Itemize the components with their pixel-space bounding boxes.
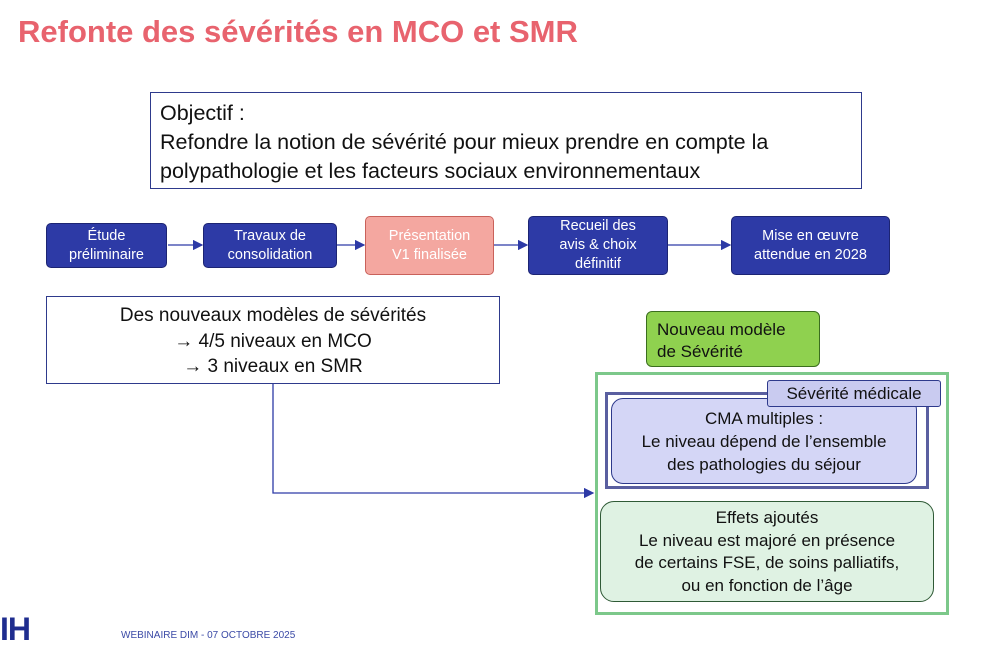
- step-4-line-2: avis & choix: [559, 237, 637, 253]
- models-heading: Des nouveaux modèles de sévérités: [119, 305, 427, 326]
- objective-text-line-2: polypathologie et les facteurs sociaux environnementaux: [160, 159, 701, 183]
- effets-line-3: ou en fonction de l’âge: [681, 575, 853, 595]
- models-mco-line: [47, 329, 499, 355]
- objective-heading: Objectif :: [160, 101, 245, 125]
- step-3-line-1: Présentation: [388, 227, 471, 244]
- step-recueil-avis: [528, 216, 668, 275]
- step-3-line-2: V1 finalisée: [392, 246, 467, 263]
- cma-line-2: des pathologies du séjour: [667, 455, 861, 474]
- footer-text: WEBINAIRE DIM - 07 OCTOBRE 2025: [121, 630, 296, 641]
- added-effects-box: [600, 501, 934, 602]
- logo: IH: [0, 611, 30, 647]
- step-1-line-1: Étude: [87, 227, 126, 244]
- step-5-line-2: attendue en 2028: [754, 246, 867, 263]
- new-model-line-2: de Sévérité: [657, 342, 743, 361]
- objective-text-line-1: Refondre la notion de sévérité pour mieux prendre en compte la: [160, 130, 769, 154]
- step-mise-en-oeuvre: [731, 216, 890, 275]
- cma-multiples-box: [611, 398, 917, 484]
- step-2-line-1: Travaux de: [234, 227, 306, 244]
- effets-line-2: de certains FSE, de soins palliatifs,: [634, 553, 900, 572]
- models-mco-text: 4/5 niveaux en MCO: [198, 330, 372, 352]
- arrow-icon: →: [183, 356, 203, 377]
- step-etude-preliminaire: [46, 223, 167, 268]
- new-model-badge: [646, 311, 820, 367]
- step-2-line-2: consolidation: [227, 246, 313, 263]
- cma-line-1: Le niveau dépend de l’ensemble: [641, 432, 887, 451]
- new-model-line-1: Nouveau modèle: [657, 320, 786, 339]
- new-models-box: [46, 296, 500, 384]
- medical-severity-label: Sévérité médicale: [767, 380, 941, 407]
- step-4-line-1: Recueil des: [560, 218, 636, 234]
- models-smr-line: [47, 354, 499, 380]
- step-1-line-2: préliminaire: [69, 246, 144, 263]
- models-smr-text: 3 niveaux en SMR: [207, 356, 363, 377]
- step-presentation-v1: [365, 216, 494, 275]
- page-title: Refonte des sévérités en MCO et SMR: [18, 14, 578, 49]
- cma-heading: CMA multiples :: [704, 409, 824, 428]
- step-travaux-consolidation: [203, 223, 337, 268]
- models-to-severity-connector: [273, 384, 593, 493]
- step-5-line-1: Mise en œuvre: [762, 227, 859, 244]
- effets-line-1: Le niveau est majoré en présence: [638, 530, 896, 550]
- step-4-line-3: définitif: [575, 256, 621, 272]
- arrow-icon: →: [174, 330, 194, 352]
- effets-heading: Effets ajoutés: [715, 508, 819, 527]
